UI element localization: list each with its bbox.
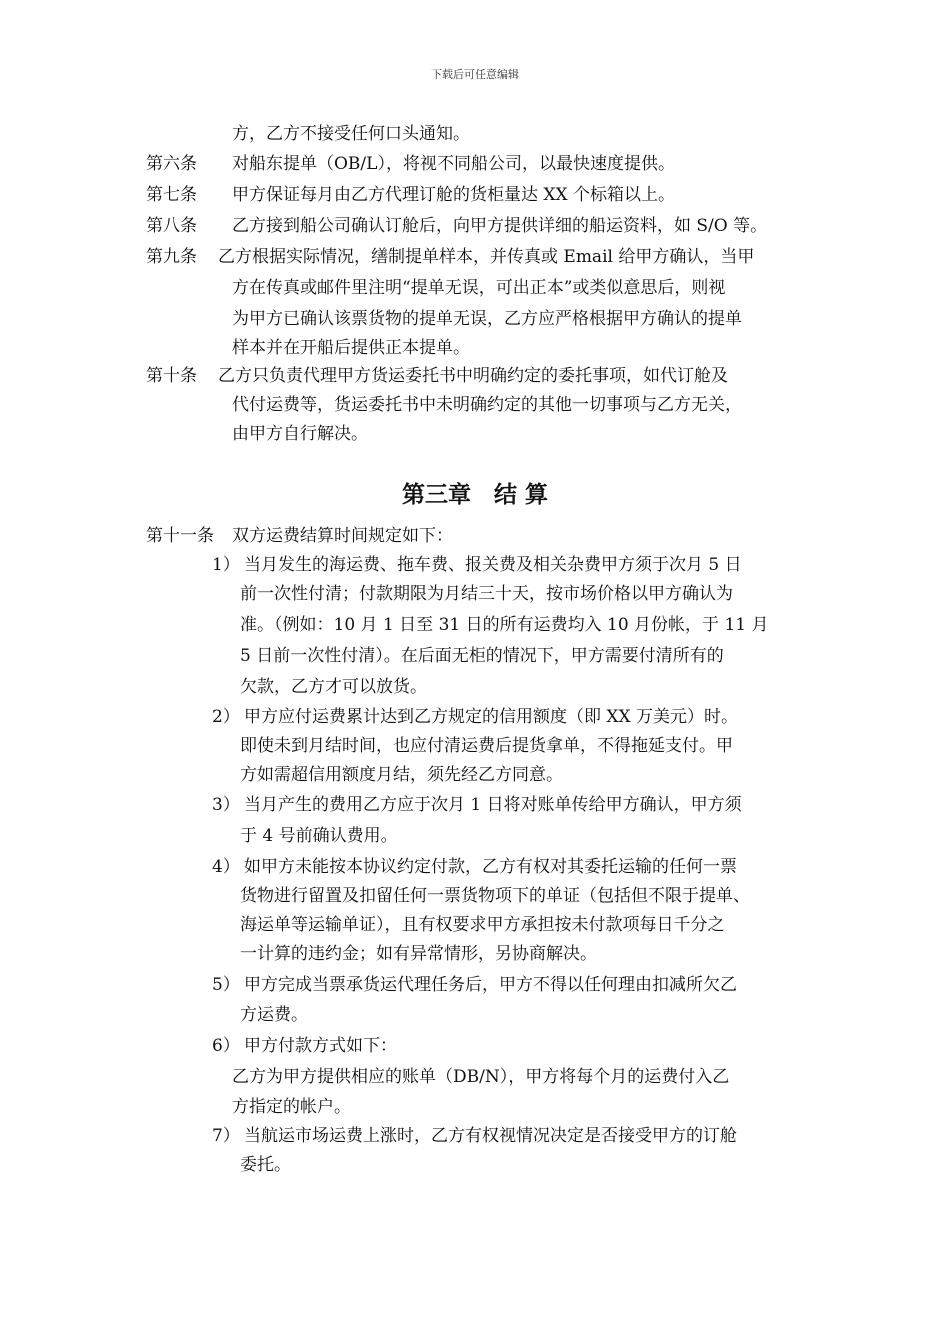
article6-text: 对船东提单（OB/L），将视不同船公司，以最快速度提供。 <box>232 154 675 174</box>
item-line: 方如需超信用额度月结，须先经乙方同意。 <box>240 765 563 785</box>
item-number: 2） <box>212 707 240 727</box>
item-line: 当航运市场运费上涨时，乙方有权视情况决定是否接受甲方的订舱 <box>244 1126 737 1146</box>
chapter-title: 第三章 结 算 <box>401 481 548 508</box>
item-line: 当月产生的费用乙方应于次月 1 日将对账单传给甲方确认，甲方须 <box>244 795 742 815</box>
item-number: 6） <box>212 1036 240 1056</box>
item-line: 甲方应付运费累计达到乙方规定的信用额度（即 XX 万美元）时。 <box>244 707 739 727</box>
article10-label: 第十条 <box>146 366 197 386</box>
article9-label: 第九条 <box>146 247 197 267</box>
item-line: 欠款，乙方才可以放货。 <box>240 677 427 697</box>
article9-line: 样本并在开船后提供正本提单。 <box>232 338 470 358</box>
page-header: 下载后可任意编辑 <box>431 68 519 81</box>
article10-line: 由甲方自行解决。 <box>232 424 368 444</box>
article8-text: 乙方接到船公司确认订舱后，向甲方提供详细的船运资料，如 S/O 等。 <box>232 216 768 236</box>
item-number: 5） <box>212 975 240 995</box>
item-line: 甲方付款方式如下： <box>244 1036 397 1056</box>
item-line: 海运单等运输单证），且有权要求甲方承担按未付款项每日千分之 <box>240 915 725 935</box>
article10-line: 代付运费等，货运委托书中未明确约定的其他一切事项与乙方无关， <box>232 395 742 415</box>
item-line: 前一次性付清；付款期限为月结三十天，按市场价格以甲方确认为 <box>240 584 733 604</box>
item-line: 货物进行留置及扣留任何一票货物项下的单证（包括但不限于提单、 <box>240 886 750 906</box>
item-line: 委托。 <box>240 1155 291 1175</box>
item-line: 甲方完成当票承货运代理任务后，甲方不得以任何理由扣减所欠乙 <box>244 975 737 995</box>
item-line: 即使未到月结时间，也应付清运费后提货拿单，不得拖延支付。甲 <box>240 736 733 756</box>
article7-text: 甲方保证每月由乙方代理订舱的货柜量达 XX 个标箱以上。 <box>232 185 676 205</box>
article10-line: 乙方只负责代理甲方货运委托书中明确约定的委托事项，如代订舱及 <box>218 366 728 386</box>
article7-label: 第七条 <box>146 185 197 205</box>
article9-line: 方在传真或邮件里注明“提单无误，可出正本”或类似意思后，则视 <box>232 278 726 298</box>
item6-extra-line: 方指定的帐户。 <box>232 1097 351 1117</box>
item-number: 1） <box>212 555 240 575</box>
item-number: 7） <box>212 1126 240 1146</box>
article11-text: 双方运费结算时间规定如下： <box>232 526 453 546</box>
item-line: 如甲方未能按本协议约定付款，乙方有权对其委托运输的任何一票 <box>244 857 737 877</box>
item6-extra-line: 乙方为甲方提供相应的账单（DB/N），甲方将每个月的运费付入乙 <box>232 1067 730 1087</box>
item-line: 方运费。 <box>240 1005 308 1025</box>
item-line: 5 日前一次性付清）。在后面无柜的情况下，甲方需要付清所有的 <box>240 646 724 666</box>
item-number: 4） <box>212 857 240 877</box>
article9-line: 为甲方已确认该票货物的提单无误，乙方应严格根据甲方确认的提单 <box>232 309 742 329</box>
article8-label: 第八条 <box>146 216 197 236</box>
article6-label: 第六条 <box>146 154 197 174</box>
item-number: 3） <box>212 795 240 815</box>
article5-continuation: 方，乙方不接受任何口头通知。 <box>232 124 470 144</box>
article11-label: 第十一条 <box>146 526 214 546</box>
item-line: 于 4 号前确认费用。 <box>240 826 398 846</box>
article9-line: 乙方根据实际情况，缮制提单样本，并传真或 Email 给甲方确认，当甲 <box>218 247 755 267</box>
item-line: 当月发生的海运费、拖车费、报关费及相关杂费甲方须于次月 5 日 <box>244 555 742 575</box>
item-line: 准。（例如：10 月 1 日至 31 日的所有运费均入 10 月份帐，于 11 月 <box>240 615 769 635</box>
item-line: 一计算的违约金；如有异常情形，另协商解决。 <box>240 944 597 964</box>
